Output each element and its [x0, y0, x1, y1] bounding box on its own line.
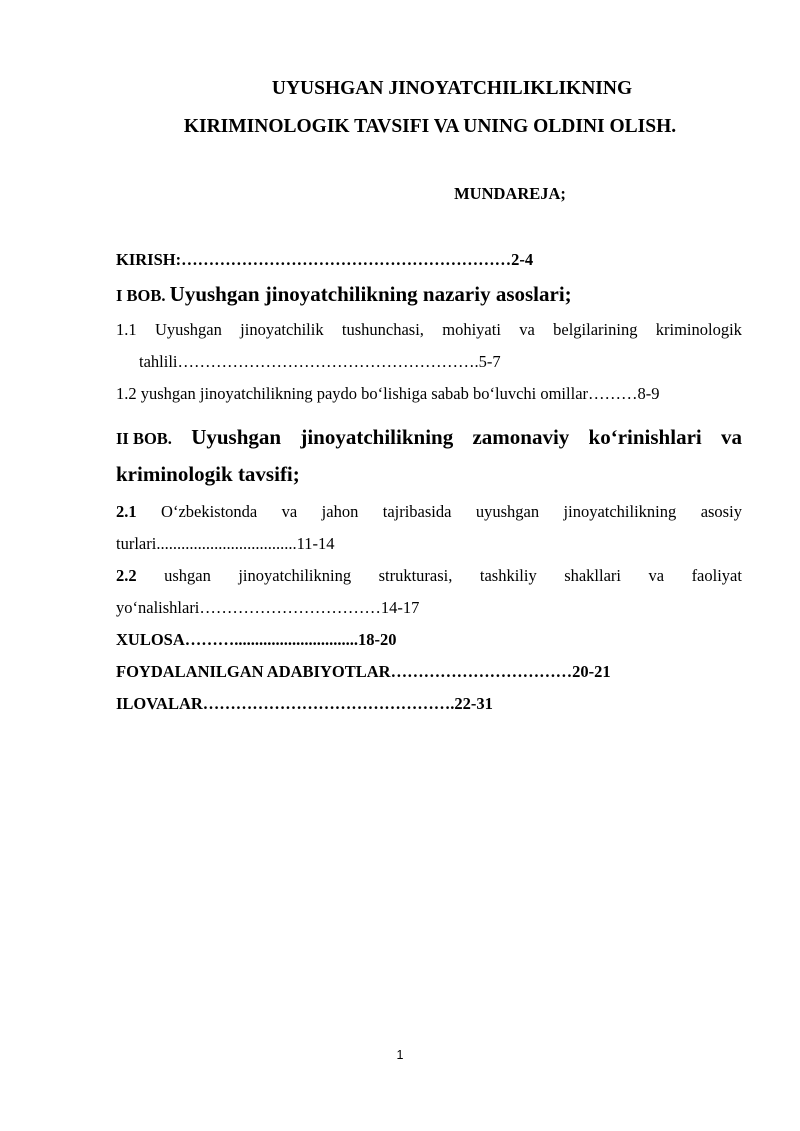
toc-item-2-2-number: 2.2	[116, 566, 137, 585]
toc-word: va	[720, 425, 742, 449]
page-number: 1	[396, 1048, 404, 1062]
toc-word: jinoyatchilikning	[563, 502, 677, 521]
toc-word: shakllari	[564, 566, 622, 585]
toc-word: jahon	[321, 502, 359, 521]
toc-item-2-1-line-1	[116, 502, 742, 522]
toc-word: ushgan	[164, 566, 211, 585]
toc-word: belgilarining	[553, 320, 638, 339]
toc-word: mohiyati	[442, 320, 501, 339]
toc-chapter-2-line-2: kriminologik tavsifi;	[116, 462, 300, 486]
toc-word: kriminologik	[655, 320, 742, 339]
chapter-2-label: II BOB.	[116, 429, 172, 448]
toc-xulosa: XULOSA………..............................18-20	[116, 630, 397, 649]
toc-word: tashkiliy	[479, 566, 537, 585]
toc-chapter-2-line-1	[116, 425, 742, 450]
toc-item-1-2: 1.2 yushgan jinoyatchilikning paydo bo‘lishiga sabab bo‘luvchi omillar………8-9	[116, 384, 660, 403]
toc-word: uyushgan	[475, 502, 540, 521]
toc-item-1-1-line-1	[116, 320, 742, 340]
toc-item-2-2-line-1	[116, 566, 742, 586]
toc-word: jinoyatchilikning	[238, 566, 352, 585]
toc-kirish: KIRISH:……………………………………………………2-4	[116, 250, 534, 269]
toc-word: faoliyat	[691, 566, 742, 585]
toc-foydalanilgan-adabiyotlar: FOYDALANILGAN ADABIYOTLAR……………………………20-21	[116, 662, 611, 681]
toc-item-2-1-line-2: turlari..................................11-14	[116, 534, 335, 553]
toc-word: zamonaviy	[472, 425, 570, 449]
toc-word: Uyushgan	[191, 425, 282, 449]
toc-word: jinoyatchilikning	[300, 425, 454, 449]
document-title-line-2: KIRIMINOLOGIK TAVSIFI VA UNING OLDINI OLISH.	[183, 116, 677, 137]
toc-word: O‘zbekistonda	[161, 502, 258, 521]
toc-word: 1.1	[116, 320, 137, 339]
toc-word: asosiy	[700, 502, 742, 521]
toc-item-1-1-line-2: tahlili……………………………………………….5-7	[139, 352, 501, 371]
toc-word: strukturasi,	[378, 566, 453, 585]
toc-word: va	[281, 502, 298, 521]
toc-word: tushunchasi,	[341, 320, 424, 339]
toc-word: tajribasida	[382, 502, 452, 521]
toc-ilovalar: ILOVALAR……………………………………….22-31	[116, 694, 493, 713]
document-title-line-1: UYUSHGAN JINOYATCHILIKLIKNING	[271, 78, 633, 99]
toc-word: va	[519, 320, 535, 339]
toc-item-2-1-number: 2.1	[116, 502, 137, 521]
chapter-1-label: I BOB.	[116, 286, 166, 305]
toc-word: Uyushgan	[154, 320, 222, 339]
contents-heading: MUNDAREJA;	[454, 184, 566, 203]
toc-word: va	[648, 566, 665, 585]
toc-chapter-1	[116, 282, 572, 307]
chapter-1-title: Uyushgan jinoyatchilikning nazariy asoslari;	[169, 282, 572, 306]
toc-word: ko‘rinishlari	[588, 425, 702, 449]
toc-item-2-2-line-2: yo‘nalishlari……………………………14-17	[116, 598, 420, 617]
toc-word: jinoyatchilik	[240, 320, 324, 339]
